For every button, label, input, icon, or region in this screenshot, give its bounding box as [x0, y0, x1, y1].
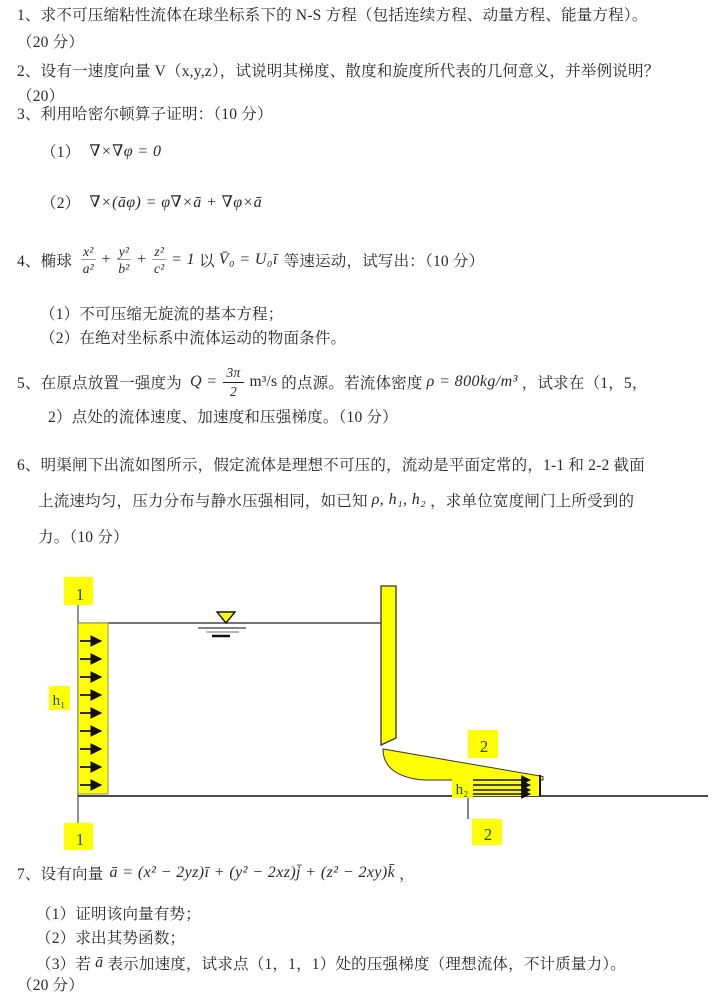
- q7-item3-text-a: （3）若: [36, 956, 92, 973]
- units-m3s: m³/s: [249, 373, 278, 390]
- fraction-numerator: y²: [118, 243, 130, 259]
- label-2-top: [468, 730, 498, 758]
- formula-rho-h1-h2: ρ, h₁, h₂: [371, 491, 427, 508]
- question-2-text: 2、设有一速度向量 V（x,y,z），试说明其梯度、散度和旋度所代表的几何意义，并举例说明？: [17, 63, 660, 80]
- q7-item3-text-b: 表示加速度，试求点（1，1，1）处的压强梯度（理想流体，不计质量力）。: [107, 956, 626, 973]
- formula-curl-product: ∇×(āφ) = φ∇×ā + ∇φ×ā: [89, 194, 263, 211]
- fraction-denominator: a²: [82, 261, 94, 276]
- q7-suffix: ，: [399, 866, 415, 883]
- question-4-item-1: （1）不可压缩无旋流的基本方程；: [40, 306, 284, 323]
- fraction-z2-c2: [152, 244, 166, 276]
- label-h1: [49, 686, 70, 710]
- sluice-gate-diagram: [0, 570, 725, 860]
- q6-text-a: 上流速均匀，压力分布与静水压强相同，如已知: [38, 493, 368, 510]
- label-2-top-text: 2: [479, 737, 489, 756]
- question-6-line-2: [38, 488, 634, 512]
- question-3-item-2: [41, 190, 262, 214]
- fraction-numerator: 3π: [223, 365, 245, 382]
- label-1-bottom-text: 1: [75, 830, 85, 849]
- q4-mid-text: 以: [199, 253, 215, 270]
- fraction-y2-b2: [117, 244, 131, 276]
- item-number: （1）: [41, 144, 81, 161]
- question-7-item-2: （2）求出其势函数；: [36, 930, 186, 947]
- fraction-denominator: b²: [118, 261, 130, 276]
- question-3-item-1: [41, 140, 161, 162]
- plus-operator: +: [136, 251, 148, 268]
- equals-one: = 1: [171, 251, 196, 268]
- surface-hatch-lines: [198, 628, 246, 636]
- question-7-item-1: （1）证明该向量有势；: [36, 906, 201, 923]
- fraction-denominator: 2: [230, 383, 237, 399]
- question-4-formula-line: [17, 234, 484, 286]
- sluice-flow-figure: [0, 570, 725, 860]
- fraction-numerator: x²: [83, 243, 94, 259]
- fraction-numerator: z²: [154, 243, 165, 259]
- label-1-top: [64, 577, 93, 605]
- inlet-velocity-profile: [78, 623, 108, 794]
- formula-q-equals: Q =: [189, 373, 218, 390]
- q4-prefix: 4、椭球: [17, 253, 73, 270]
- label-h2: [452, 776, 473, 798]
- label-1-bottom: [64, 823, 93, 850]
- question-5-line-2: 2）点处的流体速度、加速度和压强梯度。（10 分）: [48, 409, 398, 426]
- vector-a-symbol: ā: [95, 954, 104, 971]
- water-surface-marker-icon: [217, 612, 235, 623]
- q7-prefix: 7、设有向量: [17, 866, 104, 883]
- question-6-line-1: 6、明渠闸下出流如图所示，假定流体是理想不可压的，流动是平面定常的，1-1 和 2-2 截面: [17, 457, 645, 474]
- q5-mid-text: 的点源。若流体密度: [281, 375, 423, 392]
- label-2-bottom-text: 2: [483, 825, 493, 844]
- q5-suffix: ，试求在（1，5，: [521, 375, 648, 392]
- question-1-text: 1、求不可压缩粘性流体在球坐标系下的 N-S 方程（包括连续方程、动量方程、能量方程）。: [17, 7, 648, 24]
- question-7-score: （20 分）: [17, 977, 85, 994]
- question-7-item-3: [36, 951, 626, 975]
- formula-vector-a: ā = (x² − 2yz)ī + (y² − 2xz)j̄ + (z² − 2xy)k̄: [109, 864, 396, 881]
- fraction-x2-a2: [81, 244, 95, 276]
- question-6-line-3: 力。（10 分）: [38, 529, 129, 546]
- question-1-score: （20 分）: [17, 34, 85, 51]
- fraction-denominator: c²: [154, 261, 165, 276]
- question-5-formula-line: [17, 358, 648, 406]
- label-1-top-text: 1: [75, 585, 85, 604]
- plus-operator: +: [100, 251, 112, 268]
- item-number: （2）: [41, 195, 81, 212]
- formula-density: ρ = 800kg/m³: [426, 373, 518, 390]
- formula-curl-grad: ∇×∇φ = 0: [89, 143, 162, 160]
- jet-under-gate: [383, 749, 543, 780]
- question-4-item-2: （2）在绝对坐标系中流体运动的物面条件。: [40, 330, 347, 347]
- q5-prefix: 5、在原点放置一强度为: [17, 375, 182, 392]
- q6-text-b: ，求单位宽度闸门上所受到的: [430, 493, 635, 510]
- question-7-formula-line: [17, 860, 415, 886]
- question-3-title: 3、利用哈密尔顿算子证明：（10 分）: [17, 106, 273, 123]
- sluice-gate: [381, 586, 396, 745]
- label-h2-text: h₂: [455, 782, 469, 798]
- fraction-3pi-2: [223, 365, 245, 398]
- label-h1-text: h₁: [52, 693, 66, 709]
- q4-suffix: 等速运动，试写出：（10 分）: [283, 253, 485, 270]
- question-2-score: （20）: [17, 88, 65, 105]
- label-2-bottom: [472, 819, 502, 845]
- formula-velocity: V̄₀ = U₀ī: [218, 251, 278, 268]
